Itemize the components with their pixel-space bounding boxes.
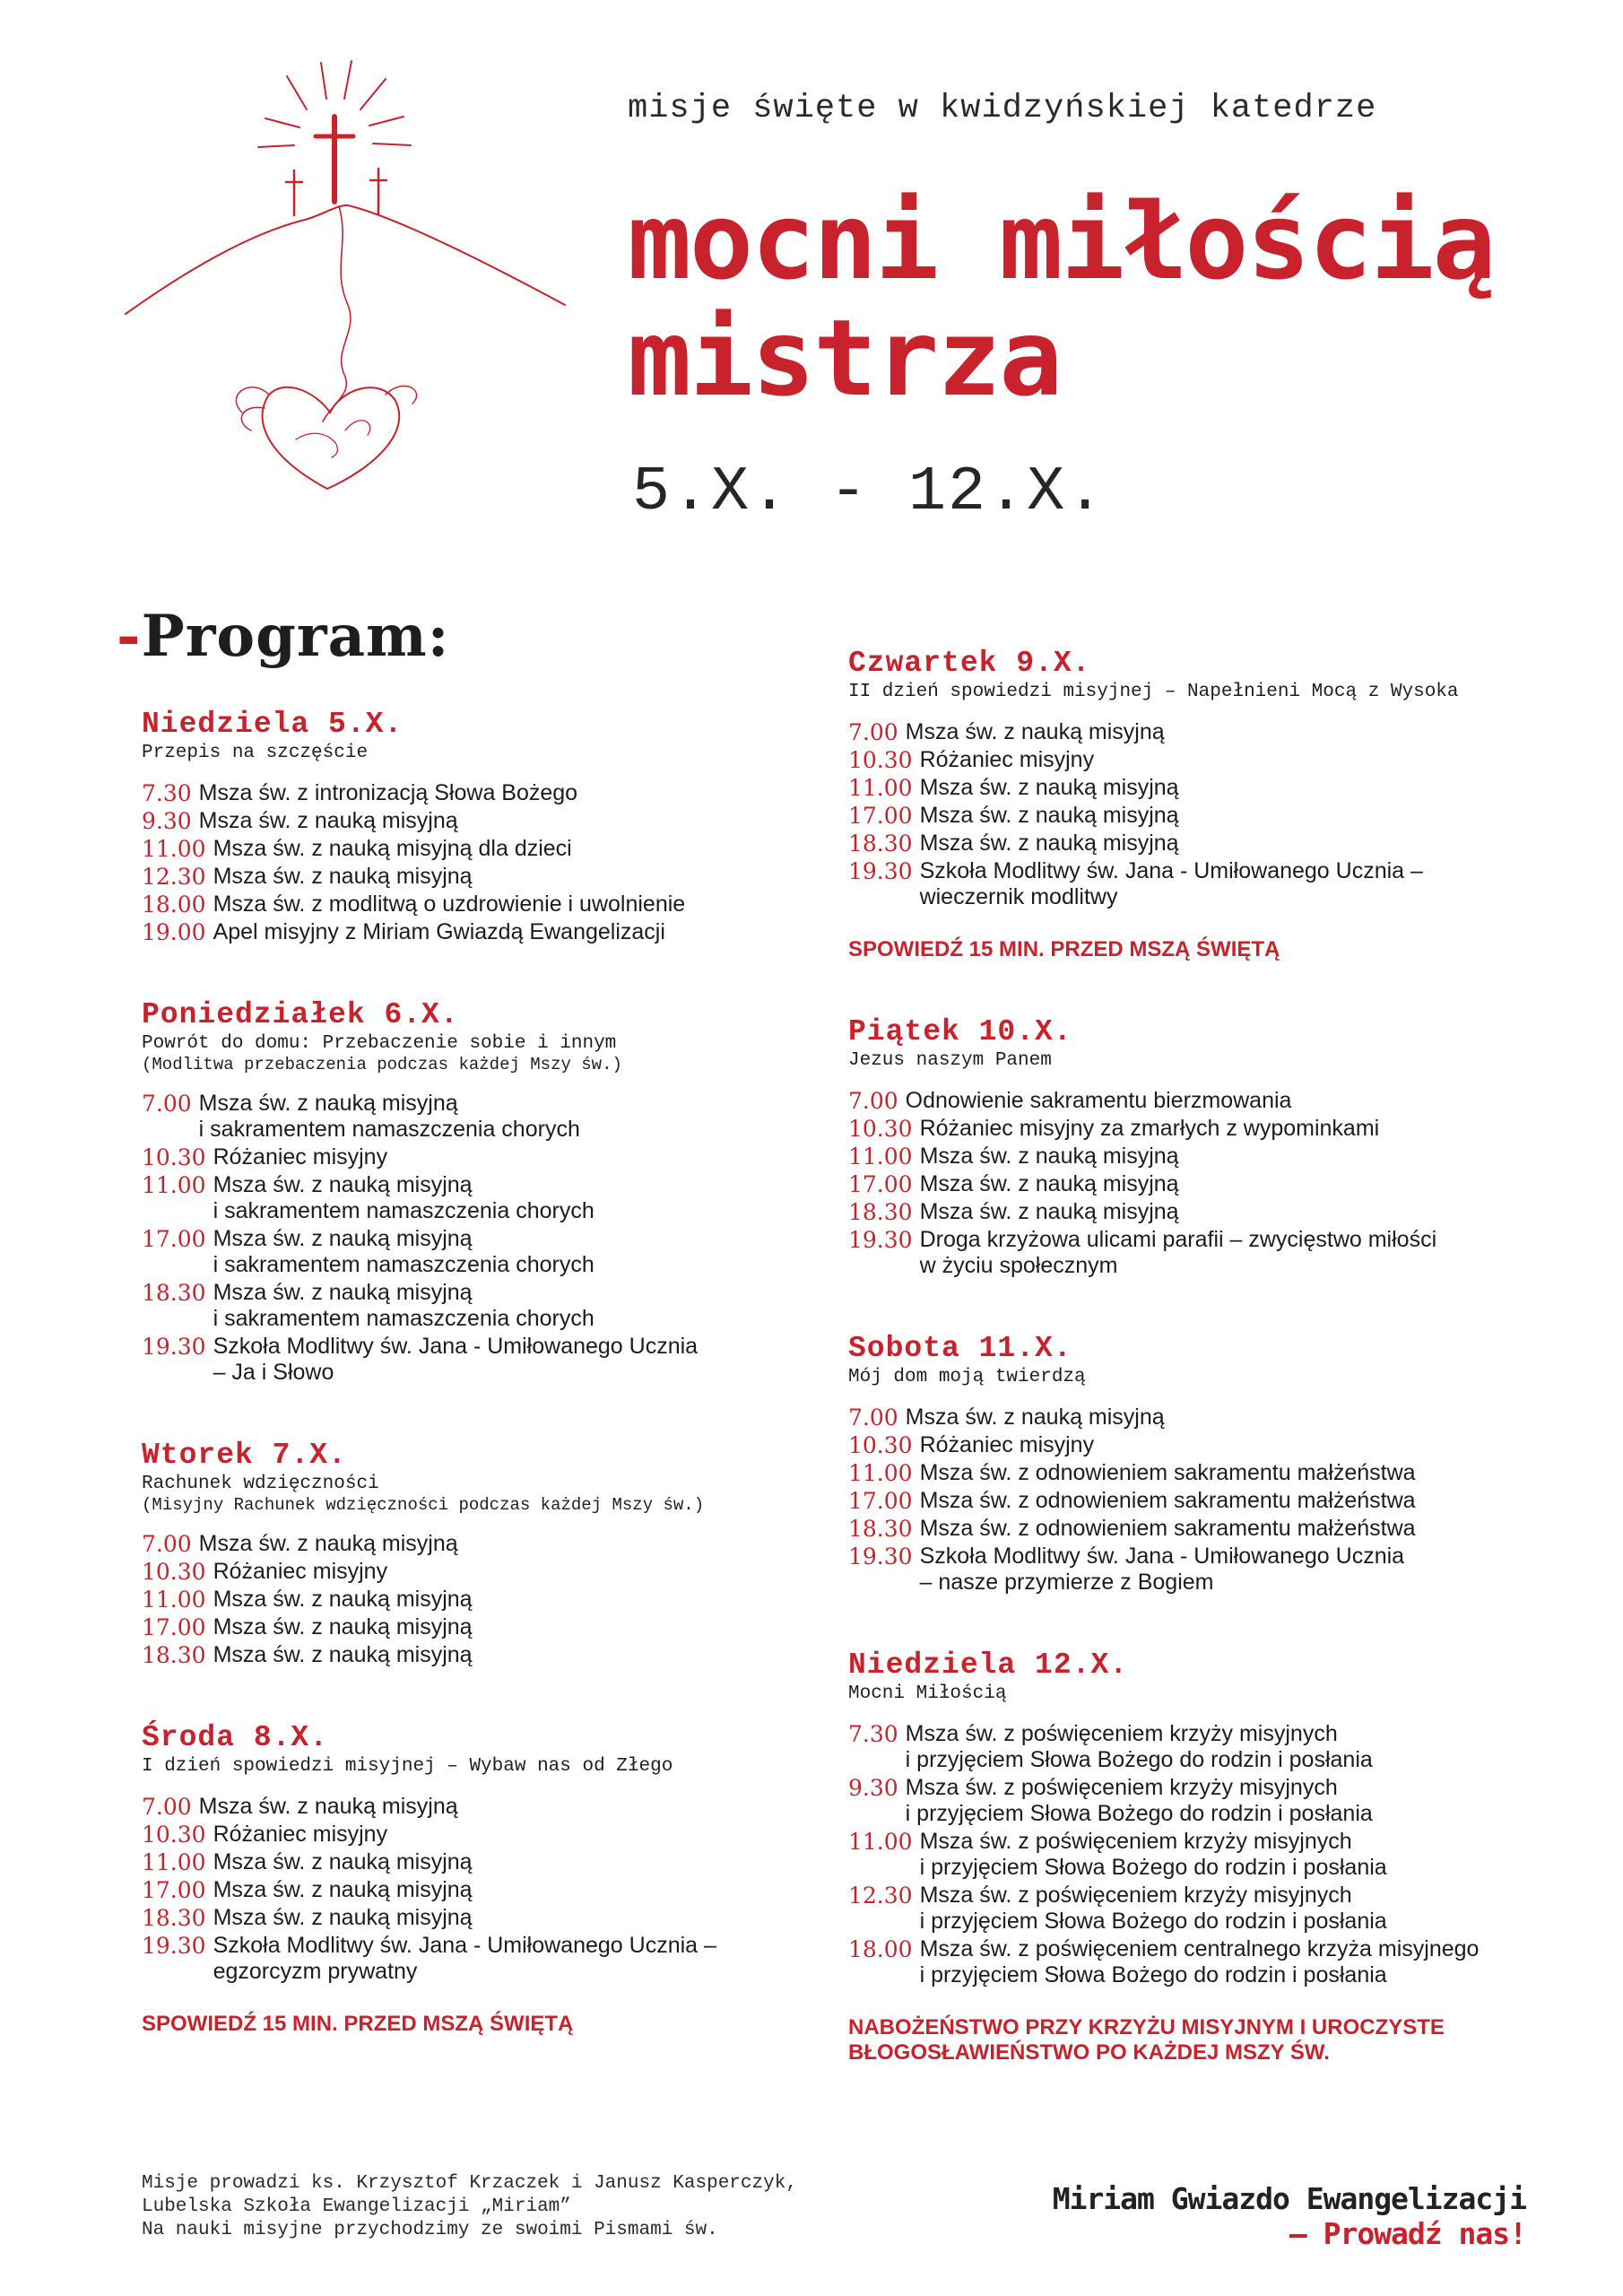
schedule-description [213,1614,913,1640]
schedule-description-line: Różaniec misyjny [919,747,1095,772]
schedule-time: 7.30 [142,780,192,806]
schedule-description [906,1775,1619,1827]
schedule-time: 7.00 [848,1088,898,1114]
schedule-item [848,1829,1619,1881]
schedule-description-line: Msza św. z nauką misyjną [213,1849,473,1874]
schedule-description [213,1587,913,1613]
schedule-list [848,719,1619,910]
schedule-description-line: Msza św. z odnowieniem sakramentu małżeństwa [919,1460,1416,1485]
schedule-time: 19.30 [848,858,913,884]
schedule-description [213,1559,913,1585]
schedule-description [920,1883,1619,1935]
schedule-time: 11.00 [142,1587,206,1613]
schedule-description [213,1849,913,1875]
schedule-item [848,1883,1619,1935]
schedule-description-line: Szkoła Modlitwy św. Jana - Umiłowanego Ucznia [919,1544,1405,1569]
schedule-description [213,864,913,890]
schedule-item [142,1614,913,1640]
schedule-time: 7.30 [848,1721,898,1747]
day-title: Niedziela 12.X. [848,1648,1129,1682]
schedule-list [848,1088,1619,1279]
schedule-item [142,1642,913,1668]
schedule-description [213,919,913,945]
schedule-description-line: i sakramentem namaszczenia chorych [213,1252,595,1277]
schedule-time: 17.00 [142,1226,206,1252]
schedule-description [920,1116,1619,1142]
schedule-time: 18.30 [848,1516,913,1542]
schedule-item [142,1587,913,1613]
schedule-description [199,1531,913,1557]
day-subtitle: Mój dom moją twierdzą [848,1367,1086,1387]
schedule-time: 19.30 [848,1544,913,1570]
schedule-description-line: Msza św. z nauką misyjną [213,1877,473,1902]
schedule-description-line: w życiu społecznym [919,1253,1118,1278]
schedule-description [920,747,1619,773]
schedule-list [848,1721,1619,1988]
schedule-description [213,1877,913,1903]
day-title: Niedziela 5.X. [142,708,404,741]
schedule-description-line: Szkoła Modlitwy św. Jana - Umiłowanego Ucznia – [919,858,1423,883]
schedule-time: 7.00 [848,1405,898,1431]
mission-logo-illustration [117,36,574,583]
schedule-time: 18.30 [142,1280,206,1306]
signature-line1: Miriam Gwiazdo Ewangelizacji [1052,2181,1526,2216]
schedule-item [848,803,1619,829]
schedule-list [142,1794,913,1985]
date-range: 5.X. - 12.X. [632,457,1107,528]
schedule-item [142,836,913,862]
schedule-description [213,836,913,862]
schedule-description [920,1829,1619,1881]
schedule-description-line: Msza św. z poświęceniem centralnego krzyża misyjnego [919,1936,1480,1961]
schedule-item [142,1849,913,1875]
day-block [848,646,1619,962]
schedule-description [920,831,1619,857]
schedule-description [213,1822,913,1848]
schedule-time: 19.30 [142,1933,206,1959]
schedule-description-line: Msza św. z odnowieniem sakramentu małżeństwa [919,1488,1416,1513]
schedule-item [848,858,1619,910]
schedule-description [199,780,913,806]
schedule-description [213,1172,913,1224]
schedule-description-line: Msza św. z nauką misyjną [213,1642,473,1667]
day-title: Środa 8.X. [142,1721,329,1754]
schedule-time: 17.00 [848,1171,913,1197]
schedule-item [848,775,1619,801]
schedule-time: 19.00 [142,919,206,945]
schedule-description [213,1334,913,1386]
schedule-item [848,1144,1619,1170]
day-title: Wtorek 7.X. [142,1439,347,1472]
schedule-time: 17.00 [848,803,913,829]
schedule-time: 11.00 [848,775,913,801]
schedule-description-line: Msza św. z nauką misyjną [198,1794,458,1819]
schedule-description-line: i sakramentem namaszczenia chorych [213,1198,595,1223]
day-block [848,1014,1619,1279]
schedule-description [199,808,913,834]
schedule-description-line: Msza św. z nauką misyjną [213,1614,473,1639]
schedule-time: 9.30 [848,1775,898,1801]
schedule-description-line: – nasze przymierze z Bogiem [919,1570,1214,1595]
schedule-item [142,1559,913,1585]
day-block [142,997,913,1386]
schedule-left-column [142,707,913,2089]
schedule-item [142,1531,913,1557]
schedule-description-line: Msza św. z nauką misyjną [919,1199,1179,1224]
schedule-time: 9.30 [142,808,192,834]
schedule-description [920,1544,1619,1596]
program-heading-dash: - [117,603,142,670]
day-notice: SPOWIEDŹ 15 MIN. PRZED MSZĄ ŚWIĘTĄ [848,937,1280,961]
day-title: Piątek 10.X. [848,1015,1072,1048]
schedule-time: 7.00 [142,1091,192,1117]
footer-info [142,2172,797,2242]
schedule-description-line: Msza św. z nauką misyjną [198,1531,458,1556]
schedule-time: 18.30 [848,1199,913,1225]
program-heading-text: Program: [141,603,450,670]
schedule-description-line: egzorcyzm prywatny [213,1959,418,1984]
main-title-line2: mistrza [628,296,1062,420]
day-title: Poniedziałek 6.X. [142,998,459,1031]
schedule-item [848,1405,1619,1431]
schedule-description-line: Msza św. z nauką misyjną [198,808,458,833]
schedule-time: 19.30 [142,1334,206,1360]
schedule-item [142,1877,913,1903]
schedule-right-column [848,646,1619,2118]
schedule-description-line: Msza św. z nauką misyjną [919,803,1179,828]
schedule-description-line: Różaniec misyjny [213,1822,388,1847]
schedule-item [848,1088,1619,1114]
schedule-time: 7.00 [142,1531,192,1557]
schedule-time: 10.30 [142,1559,206,1585]
schedule-description [920,858,1619,910]
schedule-time: 19.30 [848,1227,913,1253]
schedule-time: 12.30 [848,1883,913,1909]
day-note: (Misyjny Rachunek wdzięczności podczas każdej Mszy św.) [142,1495,705,1515]
schedule-description-line: Msza św. z nauką misyjną [213,1280,473,1305]
schedule-description [213,891,913,918]
schedule-description-line: Różaniec misyjny [213,1144,388,1170]
day-subtitle: Rachunek wdzięczności [142,1474,379,1494]
schedule-description-line: Różaniec misyjny [919,1432,1095,1457]
schedule-time: 17.00 [848,1488,913,1514]
schedule-item [848,1171,1619,1197]
schedule-description-line: Msza św. z nauką misyjną [905,719,1165,744]
footer-line: Lubelska Szkoła Ewangelizacji „Miriam” [142,2196,571,2217]
schedule-description-line: wieczernik modlitwy [919,884,1118,909]
schedule-description-line: i sakramentem namaszczenia chorych [213,1306,595,1331]
schedule-time: 10.30 [848,747,913,773]
schedule-time: 11.00 [848,1829,913,1855]
day-subtitle: I dzień spowiedzi misyjnej – Wybaw nas od Złego [142,1756,673,1777]
schedule-time: 7.00 [142,1794,192,1820]
schedule-time: 10.30 [848,1116,913,1142]
schedule-description-line: Msza św. z nauką misyjną dla dzieci [213,836,572,861]
schedule-description [213,1280,913,1332]
schedule-item [142,1280,913,1332]
schedule-description-line: i przyjęciem Słowa Bożego do rodzin i posłania [905,1801,1373,1826]
schedule-description-line: Msza św. z nauką misyjną [919,1171,1179,1196]
day-subtitle: Jezus naszym Panem [848,1050,1052,1071]
schedule-description-line: Msza św. z nauką misyjną [198,1091,458,1116]
schedule-description [920,1460,1619,1486]
schedule-item [848,1432,1619,1458]
schedule-description-line: Msza św. z nauką misyjną [919,775,1179,800]
schedule-item [848,831,1619,857]
schedule-item [848,1460,1619,1486]
schedule-description-line: Msza św. z poświęceniem krzyży misyjnych [905,1721,1338,1746]
signature-line2: – Prowadź nas! [1289,2216,1526,2251]
schedule-description [920,1144,1619,1170]
schedule-description-line: Msza św. z poświęceniem krzyży misyjnych [919,1829,1352,1854]
schedule-description-line: i przyjęciem Słowa Bożego do rodzin i posłania [919,1909,1387,1934]
schedule-item [142,1144,913,1170]
schedule-time: 12.30 [142,864,206,890]
schedule-description [920,1171,1619,1197]
day-note: (Modlitwa przebaczenia podczas każdej Mszy św.) [142,1055,622,1074]
schedule-description [920,1488,1619,1514]
schedule-description-line: Msza św. z poświęceniem krzyży misyjnych [919,1883,1352,1908]
schedule-description [906,719,1619,745]
schedule-item [848,1936,1619,1988]
day-block [848,1331,1619,1596]
schedule-description [199,1794,913,1820]
schedule-item [142,1226,913,1278]
footer-line: Na nauki misyjne przychodzimy ze swoimi Pismami św. [142,2220,718,2240]
subtitle: misje święte w kwidzyńskiej katedrze [628,90,1377,127]
schedule-time: 11.00 [848,1144,913,1170]
day-block [848,1648,1619,2066]
schedule-description [906,1721,1619,1773]
schedule-time: 18.00 [142,891,206,918]
schedule-description-line: Apel misyjny z Miriam Gwiazdą Ewangelizacji [213,919,665,944]
schedule-list [142,780,913,945]
schedule-time: 17.00 [142,1614,206,1640]
schedule-time: 10.30 [142,1822,206,1848]
schedule-description [920,1936,1619,1988]
schedule-time: 18.30 [142,1905,206,1931]
schedule-item [848,1775,1619,1827]
schedule-description-line: Msza św. z nauką misyjną [919,1144,1179,1169]
schedule-description [199,1091,913,1143]
schedule-description [920,1199,1619,1225]
schedule-description-line: Msza św. z nauką misyjną [213,1226,473,1251]
schedule-item [142,891,913,918]
schedule-description-line: Szkoła Modlitwy św. Jana - Umiłowanego Ucznia [213,1334,699,1359]
schedule-description-line: Odnowienie sakramentu bierzmowania [905,1088,1292,1113]
schedule-description-line: i przyjęciem Słowa Bożego do rodzin i posłania [919,1855,1387,1880]
schedule-description-line: Droga krzyżowa ulicami parafii – zwycięstwo miłości [919,1227,1437,1252]
main-title-line1: mocni miłością [628,179,1495,303]
day-block [142,707,913,945]
schedule-description [906,1405,1619,1431]
schedule-item [142,808,913,834]
program-heading [117,603,449,670]
schedule-time: 17.00 [142,1877,206,1903]
schedule-description-line: i przyjęciem Słowa Bożego do rodzin i posłania [905,1747,1373,1772]
schedule-item [848,1721,1619,1773]
schedule-description-line: – Ja i Słowo [213,1360,334,1385]
schedule-description-line: Msza św. z nauką misyjną [213,1587,473,1612]
schedule-time: 11.00 [142,836,206,862]
day-subtitle: II dzień spowiedzi misyjnej – Napełnieni Mocą z Wysoka [848,682,1459,702]
schedule-description-line: Msza św. z nauką misyjną [213,864,473,889]
schedule-time: 11.00 [142,1172,206,1198]
schedule-description [920,775,1619,801]
schedule-item [142,864,913,890]
schedule-description-line: Msza św. z nauką misyjną [213,1905,473,1930]
schedule-description-line: i sakramentem namaszczenia chorych [198,1117,580,1142]
schedule-description-line: Szkoła Modlitwy św. Jana - Umiłowanego Ucznia – [213,1933,716,1958]
schedule-time: 18.00 [848,1936,913,1962]
schedule-list [848,1405,1619,1596]
schedule-description [213,1642,913,1668]
schedule-description [213,1226,913,1278]
schedule-description-line: Msza św. z intronizacją Słowa Bożego [198,780,578,805]
day-subtitle: Powrót do domu: Przebaczenie sobie i innym [142,1033,617,1054]
day-notice: NABOŻEŃSTWO PRZY KRZYŻU MISYJNYM I UROCZYSTE BŁOGOSŁAWIEŃSTWO PO KAŻDEJ MSZY ŚW. [848,2015,1445,2065]
schedule-item [848,1227,1619,1279]
schedule-description [213,1905,913,1931]
schedule-item [142,1905,913,1931]
schedule-description [906,1088,1619,1114]
day-title: Sobota 11.X. [848,1332,1072,1365]
schedule-time: 7.00 [848,719,898,745]
schedule-item [848,747,1619,773]
schedule-item [142,780,913,806]
schedule-item [142,1794,913,1820]
schedule-description-line: Msza św. z nauką misyjną [213,1172,473,1197]
schedule-item [848,1544,1619,1596]
schedule-time: 18.30 [142,1642,206,1668]
schedule-time: 11.00 [142,1849,206,1875]
day-subtitle: Mocni Miłością [848,1683,1007,1704]
schedule-description-line: Msza św. z nauką misyjną [905,1405,1165,1430]
day-block [142,1438,913,1668]
schedule-item [848,1116,1619,1142]
schedule-description [213,1144,913,1170]
schedule-item [848,1199,1619,1225]
schedule-time: 10.30 [848,1432,913,1458]
schedule-item [142,1933,913,1985]
signature [1053,2181,1526,2251]
footer-line: Misje prowadzi ks. Krzysztof Krzaczek i Janusz Kasperczyk, [142,2173,797,2194]
schedule-item [142,1334,913,1386]
day-block [142,1720,913,2037]
schedule-item [142,1822,913,1848]
schedule-description-line: Różaniec misyjny [213,1559,388,1584]
schedule-description [920,1516,1619,1542]
day-title: Czwartek 9.X. [848,647,1091,680]
schedule-list [142,1091,913,1386]
schedule-item [142,1091,913,1143]
day-notice: SPOWIEDŹ 15 MIN. PRZED MSZĄ ŚWIĘTĄ [142,2012,574,2036]
schedule-description-line: Msza św. z odnowieniem sakramentu małżeństwa [919,1516,1416,1541]
schedule-item [142,919,913,945]
schedule-description-line: i przyjęciem Słowa Bożego do rodzin i posłania [919,1962,1387,1987]
schedule-description-line: Msza św. z poświęceniem krzyży misyjnych [905,1775,1338,1800]
schedule-description-line: Msza św. z modlitwą o uzdrowienie i uwolnienie [213,891,686,917]
schedule-list [142,1531,913,1668]
schedule-description [213,1933,913,1985]
schedule-item [142,1172,913,1224]
schedule-time: 11.00 [848,1460,913,1486]
schedule-description-line: Różaniec misyjny za zmarłych z wypominkami [919,1116,1380,1141]
schedule-description-line: Msza św. z nauką misyjną [919,831,1179,856]
schedule-description [920,1227,1619,1279]
schedule-item [848,1488,1619,1514]
schedule-description [920,803,1619,829]
schedule-time: 18.30 [848,831,913,857]
schedule-time: 10.30 [142,1144,206,1170]
day-subtitle: Przepis na szczęście [142,743,369,763]
schedule-item [848,719,1619,745]
schedule-item [848,1516,1619,1542]
schedule-description [920,1432,1619,1458]
